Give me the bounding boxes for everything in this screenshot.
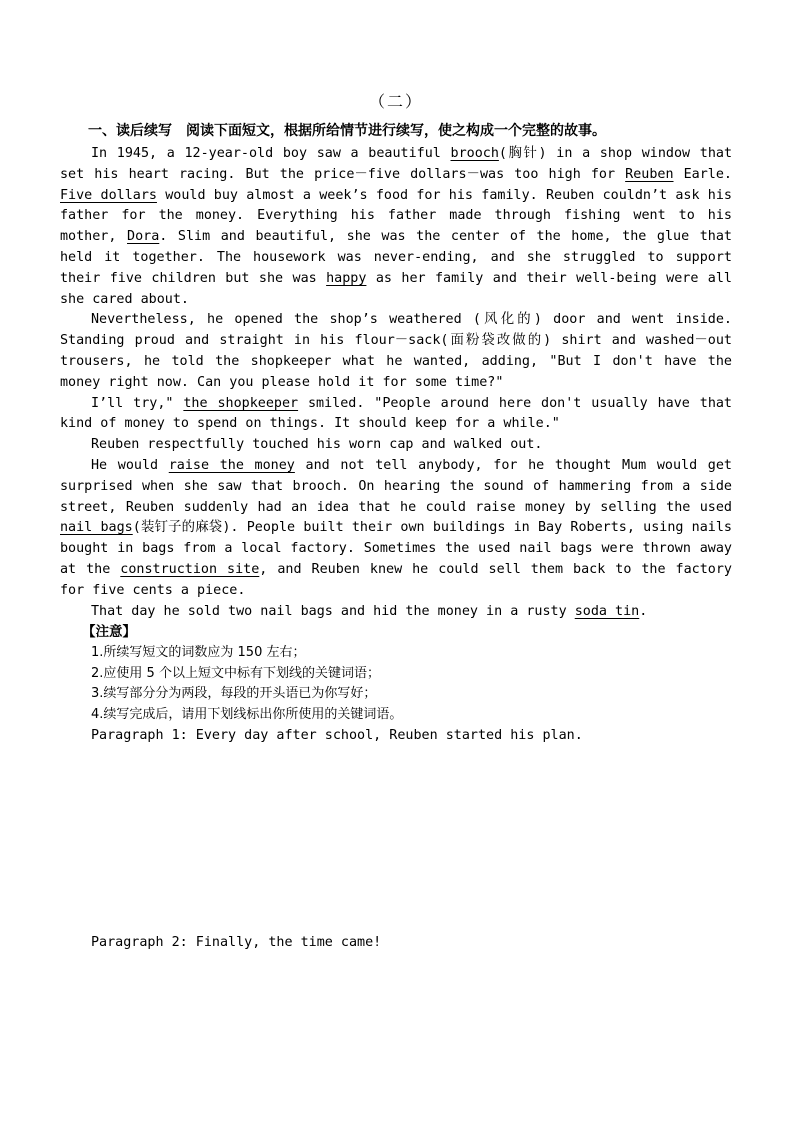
- story-text: , and Reuben knew he could sell them back to the factory for five cents a piece.: [60, 561, 732, 598]
- story-paragraph-6: [60, 602, 732, 623]
- story-text: I’ll try,": [91, 395, 184, 411]
- worksheet-page: [60, 90, 732, 954]
- story-text: Earle.: [673, 166, 732, 182]
- section-title: （二）: [368, 92, 423, 111]
- note-item: 1.所续写短文的词数应为 150 左右；: [91, 645, 306, 661]
- story-text: would buy almost a week’s food for his family. Reuben couldn’t ask his father for the money. Everything his father made through fishing went to his mother,: [60, 187, 732, 245]
- story-paragraph-5: [60, 456, 732, 602]
- keyword-raise-the-money: raise the money: [168, 457, 295, 473]
- story-paragraph-4: Reuben respectfully touched his worn cap and walked out.: [91, 437, 543, 453]
- keyword-dora: Dora: [127, 229, 160, 245]
- story-text: .: [639, 603, 648, 619]
- task-instructions: 一、读后续写 阅读下面短文，根据所给情节进行续写，使之构成一个完整的故事。: [88, 123, 606, 139]
- keyword-nail-bags: nail bags: [60, 520, 133, 536]
- story-text: smiled. "People around here don't usually have that kind of money to spend on things. It should keep for a while.": [60, 395, 732, 432]
- note-item: 2.应使用 5 个以上短文中标有下划线的关键词语；: [91, 665, 380, 681]
- keyword-happy: happy: [326, 270, 367, 286]
- story-text: He would: [91, 457, 169, 473]
- story-text: (胸针) in a shop window that set his heart racing. But the price－five dollars－was too high for: [60, 146, 732, 182]
- story-text: In 1945, a 12-year-old boy saw a beautiful: [91, 146, 451, 161]
- paragraph-2-prompt: Paragraph 2: Finally, the time came!: [91, 935, 382, 951]
- keyword-brooch: brooch: [450, 146, 499, 161]
- story-text: That day he sold two nail bags and hid the money in a rusty: [91, 603, 575, 619]
- notes-title: 【注意】: [82, 624, 136, 641]
- story-text: as her family and their well-being were all she cared about.: [60, 270, 732, 307]
- paragraph-1-prompt: Paragraph 1: Every day after school, Reuben started his plan.: [91, 727, 583, 743]
- keyword-soda-tin: soda tin: [574, 603, 640, 619]
- story-paragraph-1: [60, 144, 732, 310]
- story-paragraph-2: Nevertheless, he opened the shop’s weathered (风化的) door and went inside. Standing proud and straight in his flour－sack(面粉袋改做的) shirt and washed－out trousers, he told the shopkeeper what he wanted, adding, "But I don't have the money right now. Can you please hold it for some time?": [60, 312, 732, 390]
- story-paragraph-3: [60, 394, 732, 436]
- note-item: 3.续写部分分为两段，每段的开头语已为你写好；: [91, 686, 377, 702]
- story-text: and not tell anybody, for he thought Mum would get surprised when she saw that brooch. On hearing the sound of hammering from a side street, Reuben suddenly had an idea that he could raise money by selling the used: [60, 457, 732, 515]
- keyword-the-shopkeeper: the shopkeeper: [183, 395, 299, 411]
- keyword-reuben: Reuben: [625, 166, 674, 182]
- story-text: . Slim and beautiful, she was the center of the home, the glue that held it together. The housework was never-ending, and she struggled to support their five children but she was: [60, 229, 732, 286]
- story-text: (装钉子的麻袋). People built their own buildings in Bay Roberts, using nails bought in bags from a local factory. Sometimes the used nail bags were thrown away at the: [60, 520, 732, 577]
- note-item: 4.续写完成后，请用下划线标出你所使用的关键词语。: [91, 706, 403, 722]
- keyword-construction-site: construction site: [120, 561, 260, 577]
- keyword-five-dollars: Five dollars: [60, 187, 157, 203]
- writing-space-paragraph-1[interactable]: [60, 746, 732, 933]
